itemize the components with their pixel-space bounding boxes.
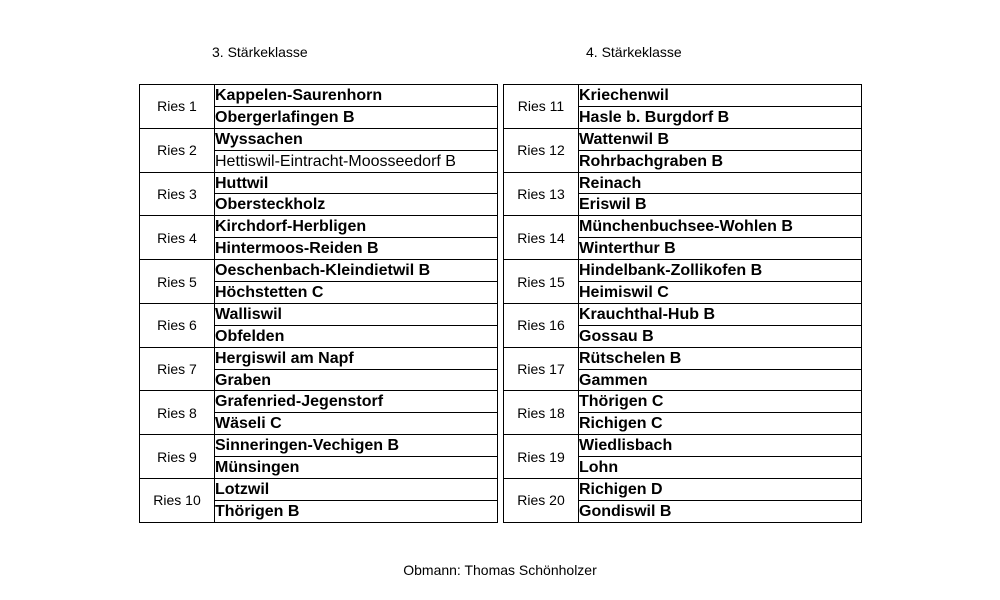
- table-row: [504, 85, 862, 107]
- ries-label: Ries 19: [504, 435, 579, 479]
- team-name: Rütschelen B: [579, 347, 862, 369]
- table-row: [504, 216, 862, 238]
- ries-label: Ries 17: [504, 347, 579, 391]
- team-name: Grafenried-Jegenstorf: [215, 391, 498, 413]
- team-name: Lotzwil: [215, 479, 498, 501]
- team-name: Münchenbuchsee-Wohlen B: [579, 216, 862, 238]
- table-row: [504, 435, 862, 457]
- ries-label: Ries 18: [504, 391, 579, 435]
- team-name: Gondiswil B: [579, 500, 862, 522]
- team-name: Richigen C: [579, 413, 862, 435]
- team-name: Hergiswil am Napf: [215, 347, 498, 369]
- team-name: Kappelen-Saurenhorn: [215, 85, 498, 107]
- team-name: Obergerlafingen B: [215, 106, 498, 128]
- footer-obmann: Obmann: Thomas Schönholzer: [403, 562, 597, 578]
- ries-label: Ries 6: [140, 303, 215, 347]
- table-row: [504, 260, 862, 282]
- table-row: [140, 172, 498, 194]
- team-name: Heimiswil C: [579, 282, 862, 304]
- ries-label: Ries 11: [504, 85, 579, 129]
- table-row: [504, 347, 862, 369]
- team-name: Hettiswil-Eintracht-Moosseedorf B: [215, 150, 498, 172]
- team-name: Wattenwil B: [579, 128, 862, 150]
- table-row: [504, 172, 862, 194]
- team-name: Hintermoos-Reiden B: [215, 238, 498, 260]
- team-name: Hindelbank-Zollikofen B: [579, 260, 862, 282]
- heading-3-staerkeklasse: 3. Stärkeklasse: [212, 44, 308, 60]
- table-row: [504, 479, 862, 501]
- heading-4-staerkeklasse: 4. Stärkeklasse: [586, 44, 682, 60]
- team-name: Oeschenbach-Kleindietwil B: [215, 260, 498, 282]
- team-name: Thörigen C: [579, 391, 862, 413]
- table-row: [140, 391, 498, 413]
- ries-label: Ries 12: [504, 128, 579, 172]
- table-row: [140, 85, 498, 107]
- team-name: Kirchdorf-Herbligen: [215, 216, 498, 238]
- team-name: Höchstetten C: [215, 282, 498, 304]
- table-row: [140, 347, 498, 369]
- table-row: [504, 128, 862, 150]
- team-name: Thörigen B: [215, 500, 498, 522]
- table-row: [140, 128, 498, 150]
- team-name: Hasle b. Burgdorf B: [579, 106, 862, 128]
- table-row: [140, 216, 498, 238]
- table-row: [140, 303, 498, 325]
- team-name: Lohn: [579, 457, 862, 479]
- team-name: Obfelden: [215, 325, 498, 347]
- ries-label: Ries 20: [504, 479, 579, 523]
- table-row: [140, 260, 498, 282]
- team-name: Graben: [215, 369, 498, 391]
- team-name: Wiedlisbach: [579, 435, 862, 457]
- table-row: [504, 303, 862, 325]
- ries-label: Ries 8: [140, 391, 215, 435]
- ries-label: Ries 7: [140, 347, 215, 391]
- ries-label: Ries 3: [140, 172, 215, 216]
- team-name: Winterthur B: [579, 238, 862, 260]
- ries-label: Ries 16: [504, 303, 579, 347]
- team-name: Wäseli C: [215, 413, 498, 435]
- ries-label: Ries 5: [140, 260, 215, 304]
- table-3-staerkeklasse: [139, 84, 498, 523]
- team-name: Walliswil: [215, 303, 498, 325]
- ries-label: Ries 15: [504, 260, 579, 304]
- team-name: Richigen D: [579, 479, 862, 501]
- ries-label: Ries 14: [504, 216, 579, 260]
- table-row: [140, 479, 498, 501]
- ries-label: Ries 10: [140, 479, 215, 523]
- team-name: Huttwil: [215, 172, 498, 194]
- team-name: Sinneringen-Vechigen B: [215, 435, 498, 457]
- team-name: Münsingen: [215, 457, 498, 479]
- team-name: Eriswil B: [579, 194, 862, 216]
- ries-label: Ries 4: [140, 216, 215, 260]
- team-name: Gossau B: [579, 325, 862, 347]
- team-name: Reinach: [579, 172, 862, 194]
- team-name: Kriechenwil: [579, 85, 862, 107]
- table-row: [504, 391, 862, 413]
- team-name: Krauchthal-Hub B: [579, 303, 862, 325]
- team-name: Gammen: [579, 369, 862, 391]
- ries-label: Ries 13: [504, 172, 579, 216]
- team-name: Obersteckholz: [215, 194, 498, 216]
- team-name: Wyssachen: [215, 128, 498, 150]
- ries-label: Ries 9: [140, 435, 215, 479]
- table-4-staerkeklasse: [503, 84, 862, 523]
- ries-label: Ries 1: [140, 85, 215, 129]
- team-name: Rohrbachgraben B: [579, 150, 862, 172]
- ries-label: Ries 2: [140, 128, 215, 172]
- table-row: [140, 435, 498, 457]
